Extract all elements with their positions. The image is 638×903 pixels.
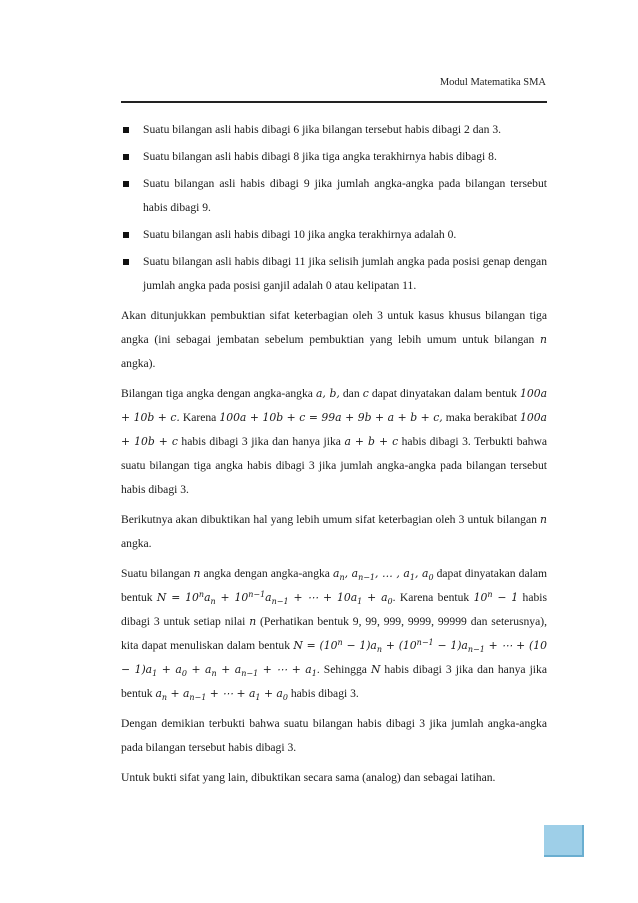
divisibility-rules-list (121, 118, 547, 298)
paragraph-conclusion: Dengan demikian terbukti bahwa suatu bilangan habis dibagi 3 jika jumlah angka-angka pada bilangan tersebut habis dibagi 3. (121, 717, 547, 754)
square-bullet-icon (123, 259, 129, 265)
square-bullet-icon (123, 181, 129, 187)
page-body (121, 118, 547, 796)
list-item: Suatu bilangan asli habis dibagi 11 jika selisih jumlah angka pada posisi genap dengan jumlah angka pada posisi ganjil adalah 0 atau kelipatan 11. (121, 250, 547, 298)
paragraph-exercise-note: Untuk bukti sifat yang lain, dibuktikan secara sama (analog) dan sebagai latihan. (121, 771, 496, 784)
square-bullet-icon (123, 232, 129, 238)
paragraph-general-proof: Suatu bilangan n angka dengan angka-angka $a_n$, $a_{n-1}$, … , $a_1$, $a_0$ dapat dinyatakan dalam bentuk $N = 10^na_n + 10^{n-1}a_{n-1}$ + ⋯ + $10a_1 + a_0$. Karena bentuk $10^n - 1$ habis dibagi 3 untuk setiap nilai n (Perhatikan bentuk 9, 99, 999, 9999, 99999 dan seterusnya), kita dapat menuliskan dalam bentuk $N = (10^n - 1)a_n + (10^{n-1} - 1)a_{n-1}$ + ⋯ + $(10 - 1)a_1 + a_0 + a_n + a_{n-1}$ + ⋯ + $a_1$. Sehingga N habis dibagi 3 jika dan hanya jika bentuk $a_n + a_{n-1}$ + ⋯ + $a_1 + a_0$ habis dibagi 3. (121, 567, 548, 702)
header-rule (121, 101, 547, 103)
list-item: Suatu bilangan asli habis dibagi 9 jika jumlah angka-angka pada bilangan tersebut habis dibagi 9. (121, 172, 547, 220)
paragraph-intro: Akan ditunjukkan pembuktian sifat keterbagian oleh 3 untuk kasus khusus bilangan tiga angka (ini sebagai jembatan sebelum pembuktian yang lebih umum untuk bilangan n angka). (121, 309, 547, 370)
paragraph-general-intro: Berikutnya akan dibuktikan hal yang lebih umum sifat keterbagian oleh 3 untuk bilangan n angka. (121, 513, 547, 550)
square-bullet-icon (123, 127, 129, 133)
list-item: Suatu bilangan asli habis dibagi 10 jika angka terakhirnya adalah 0. (121, 223, 547, 247)
page-number-box (544, 825, 584, 857)
list-item: Suatu bilangan asli habis dibagi 6 jika bilangan tersebut habis dibagi 2 dan 3. (121, 118, 547, 142)
running-header: Modul Matematika SMA (439, 77, 546, 88)
list-item: Suatu bilangan asli habis dibagi 8 jika tiga angka terakhirnya habis dibagi 8. (121, 145, 547, 169)
square-bullet-icon (123, 154, 129, 160)
paragraph-three-digit-proof: Bilangan tiga angka dengan angka-angka a, b, dan c dapat dinyatakan dalam bentuk 100a + 10b + c. Karena 100a + 10b + c = 99a + 9b + a + b + c, maka berakibat 100a + 10b + c habis dibagi 3 jika dan hanya jika a + b + c habis dibagi 3. Terbukti bahwa suatu bilangan tiga angka habis dibagi 3 jika jumlah angka-angka pada bilangan tersebut habis dibagi 3. (121, 387, 548, 496)
